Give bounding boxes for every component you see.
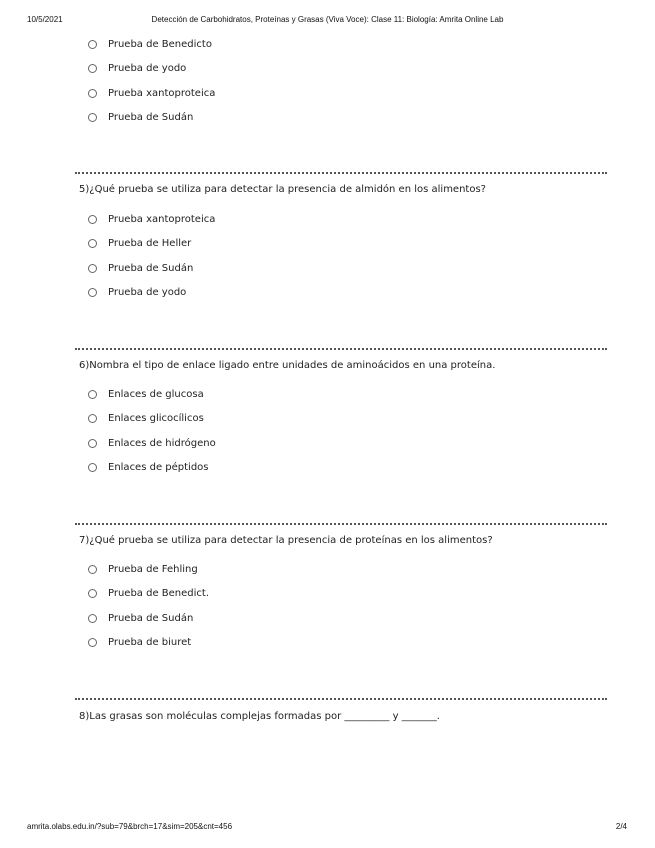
radio-button[interactable] bbox=[88, 463, 97, 472]
print-url: amrita.olabs.edu.in/?sub=79&brch=17&sim=205&cnt=456 bbox=[27, 822, 233, 831]
answer-option[interactable] bbox=[88, 557, 209, 582]
radio-button[interactable] bbox=[88, 264, 97, 273]
answer-option[interactable] bbox=[88, 456, 216, 481]
option-label: Prueba de yodo bbox=[108, 287, 187, 299]
radio-button[interactable] bbox=[88, 638, 97, 647]
option-label: Prueba de Sudán bbox=[108, 262, 194, 274]
option-label: Prueba de Sudán bbox=[108, 112, 194, 124]
question-6-text: 6)Nombra el tipo de enlace ligado entre unidades de aminoácidos en una proteína. bbox=[79, 360, 496, 371]
print-page-title: Detección de Carbohidratos, Proteínas y Grasas (Viva Voce): Clase 11: Biología: Amrita Online Lab bbox=[151, 15, 504, 24]
option-label: Prueba de Sudán bbox=[108, 612, 194, 624]
answer-option[interactable] bbox=[88, 281, 215, 306]
question-6-options bbox=[88, 382, 216, 480]
answer-option[interactable] bbox=[88, 106, 215, 131]
question-separator bbox=[75, 523, 607, 525]
answer-option[interactable] bbox=[88, 431, 216, 456]
answer-option[interactable] bbox=[88, 232, 215, 257]
print-date: 10/5/2021 bbox=[27, 15, 63, 24]
radio-button[interactable] bbox=[88, 589, 97, 598]
question-8-text: 8)Las grasas son moléculas complejas formadas por _________ y _______. bbox=[79, 711, 440, 722]
question-7-text: 7)¿Qué prueba se utiliza para detectar la presencia de proteínas en los alimentos? bbox=[79, 535, 493, 546]
answer-option[interactable] bbox=[88, 631, 209, 656]
option-label: Prueba de Benedict. bbox=[108, 588, 210, 600]
radio-button[interactable] bbox=[88, 239, 97, 248]
option-label: Enlaces glicocílicos bbox=[108, 413, 204, 425]
option-label: Prueba de Heller bbox=[108, 238, 192, 250]
option-label: Prueba xantoproteica bbox=[108, 87, 216, 99]
answer-option[interactable] bbox=[88, 407, 216, 432]
option-label: Prueba de Benedicto bbox=[108, 38, 212, 50]
answer-option[interactable] bbox=[88, 256, 215, 281]
answer-option[interactable] bbox=[88, 57, 215, 82]
answer-option[interactable] bbox=[88, 32, 215, 57]
radio-button[interactable] bbox=[88, 64, 97, 73]
question-7-options bbox=[88, 557, 209, 655]
question-separator bbox=[75, 172, 607, 174]
option-label: Prueba de Fehling bbox=[108, 563, 198, 575]
answer-option[interactable] bbox=[88, 382, 216, 407]
radio-button[interactable] bbox=[88, 215, 97, 224]
page-number: 2/4 bbox=[615, 822, 627, 831]
radio-button[interactable] bbox=[88, 565, 97, 574]
radio-button[interactable] bbox=[88, 113, 97, 122]
option-label: Prueba xantoproteica bbox=[108, 213, 216, 225]
radio-button[interactable] bbox=[88, 614, 97, 623]
radio-button[interactable] bbox=[88, 414, 97, 423]
question-5-text: 5)¿Qué prueba se utiliza para detectar la presencia de almidón en los alimentos? bbox=[79, 184, 486, 195]
option-label: Prueba de biuret bbox=[108, 637, 192, 649]
radio-button[interactable] bbox=[88, 288, 97, 297]
answer-option[interactable] bbox=[88, 582, 209, 607]
question-4-options bbox=[88, 32, 215, 130]
radio-button[interactable] bbox=[88, 390, 97, 399]
option-label: Enlaces de hidrógeno bbox=[108, 437, 216, 449]
option-label: Enlaces de glucosa bbox=[108, 388, 204, 400]
option-label: Prueba de yodo bbox=[108, 63, 187, 75]
radio-button[interactable] bbox=[88, 439, 97, 448]
radio-button[interactable] bbox=[88, 40, 97, 49]
answer-option[interactable] bbox=[88, 606, 209, 631]
question-separator bbox=[75, 698, 607, 700]
radio-button[interactable] bbox=[88, 89, 97, 98]
option-label: Enlaces de péptidos bbox=[108, 462, 209, 474]
answer-option[interactable] bbox=[88, 81, 215, 106]
question-separator bbox=[75, 348, 607, 350]
question-5-options bbox=[88, 207, 215, 305]
answer-option[interactable] bbox=[88, 207, 215, 232]
